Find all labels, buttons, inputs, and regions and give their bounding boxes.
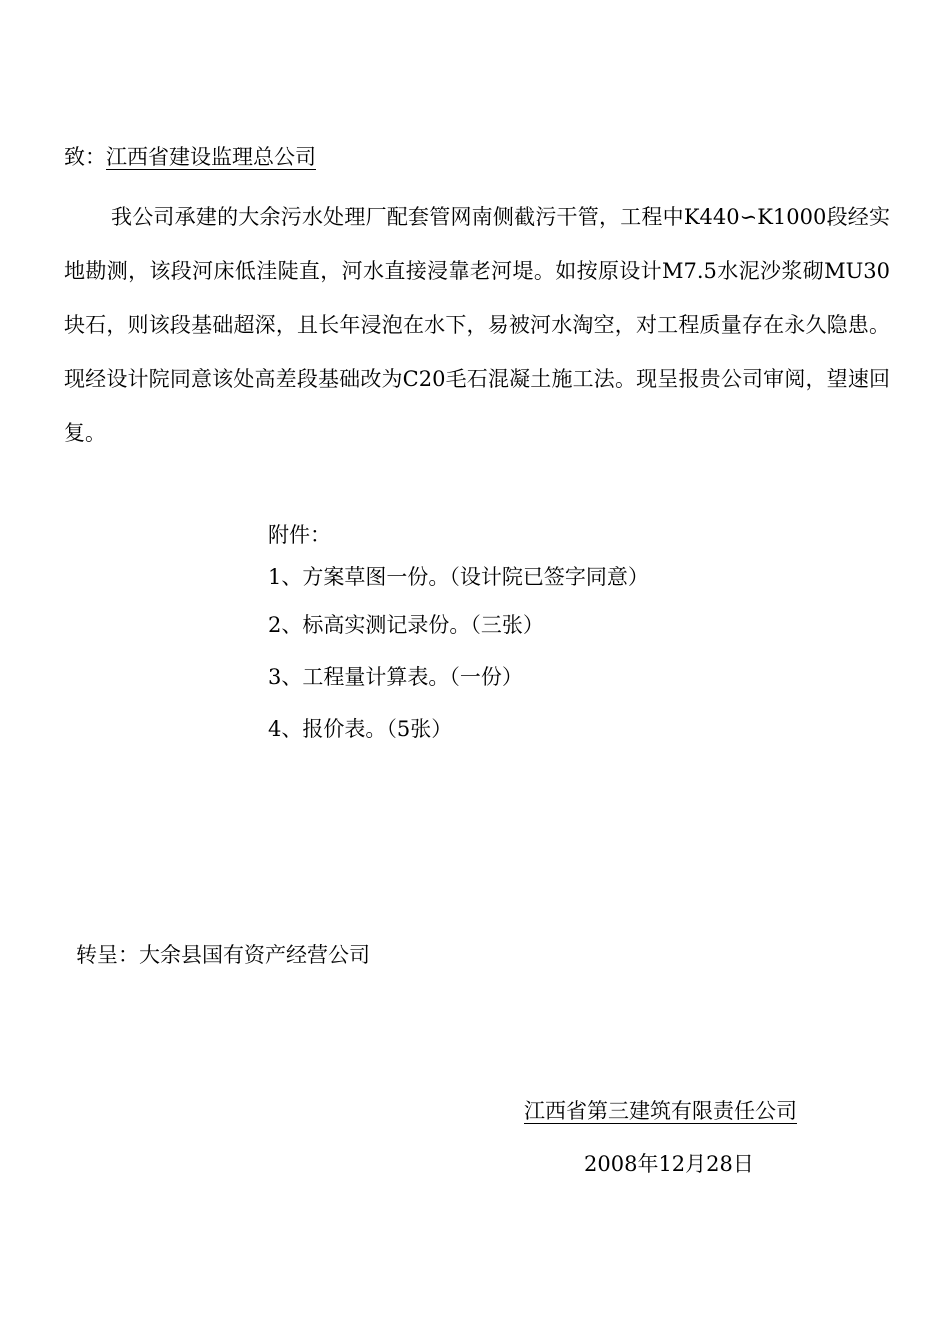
addressee-line	[64, 140, 316, 174]
letter-body: 我公司承建的大余污水处理厂配套管网南侧截污干管，工程中K440∽K1000段经实地勘测，该段河床低洼陡直，河水直接浸靠老河堤。如按原设计M7.5水泥沙浆砌MU30块石，则该段基础超深，且长年浸泡在水下，易被河水淘空，对工程质量存在永久隐患。现经设计院同意该处高差段基础改为C20毛石混凝土施工法。现呈报贵公司审阅，望速回复。	[64, 205, 890, 445]
sender-name: 江西省第三建筑有限责任公司	[524, 1099, 797, 1123]
letter-date: 2008年12月28日	[584, 1152, 754, 1176]
attachments-block	[268, 520, 668, 742]
attachment-item: 4、报价表。（5张）	[268, 717, 453, 741]
attachment-item: 1、方案草图一份。（设计院已签字同意）	[268, 565, 649, 589]
forward-line: 转呈：大余县国有资产经营公司	[76, 943, 370, 967]
to-label: 致：	[64, 145, 106, 169]
recipient-name: 江西省建设监理总公司	[106, 145, 316, 169]
attachment-item: 2、标高实测记录份。（三张）	[268, 613, 544, 637]
attachments-title: 附件：	[268, 523, 331, 547]
attachment-item: 3、工程量计算表。（一份）	[268, 665, 523, 689]
